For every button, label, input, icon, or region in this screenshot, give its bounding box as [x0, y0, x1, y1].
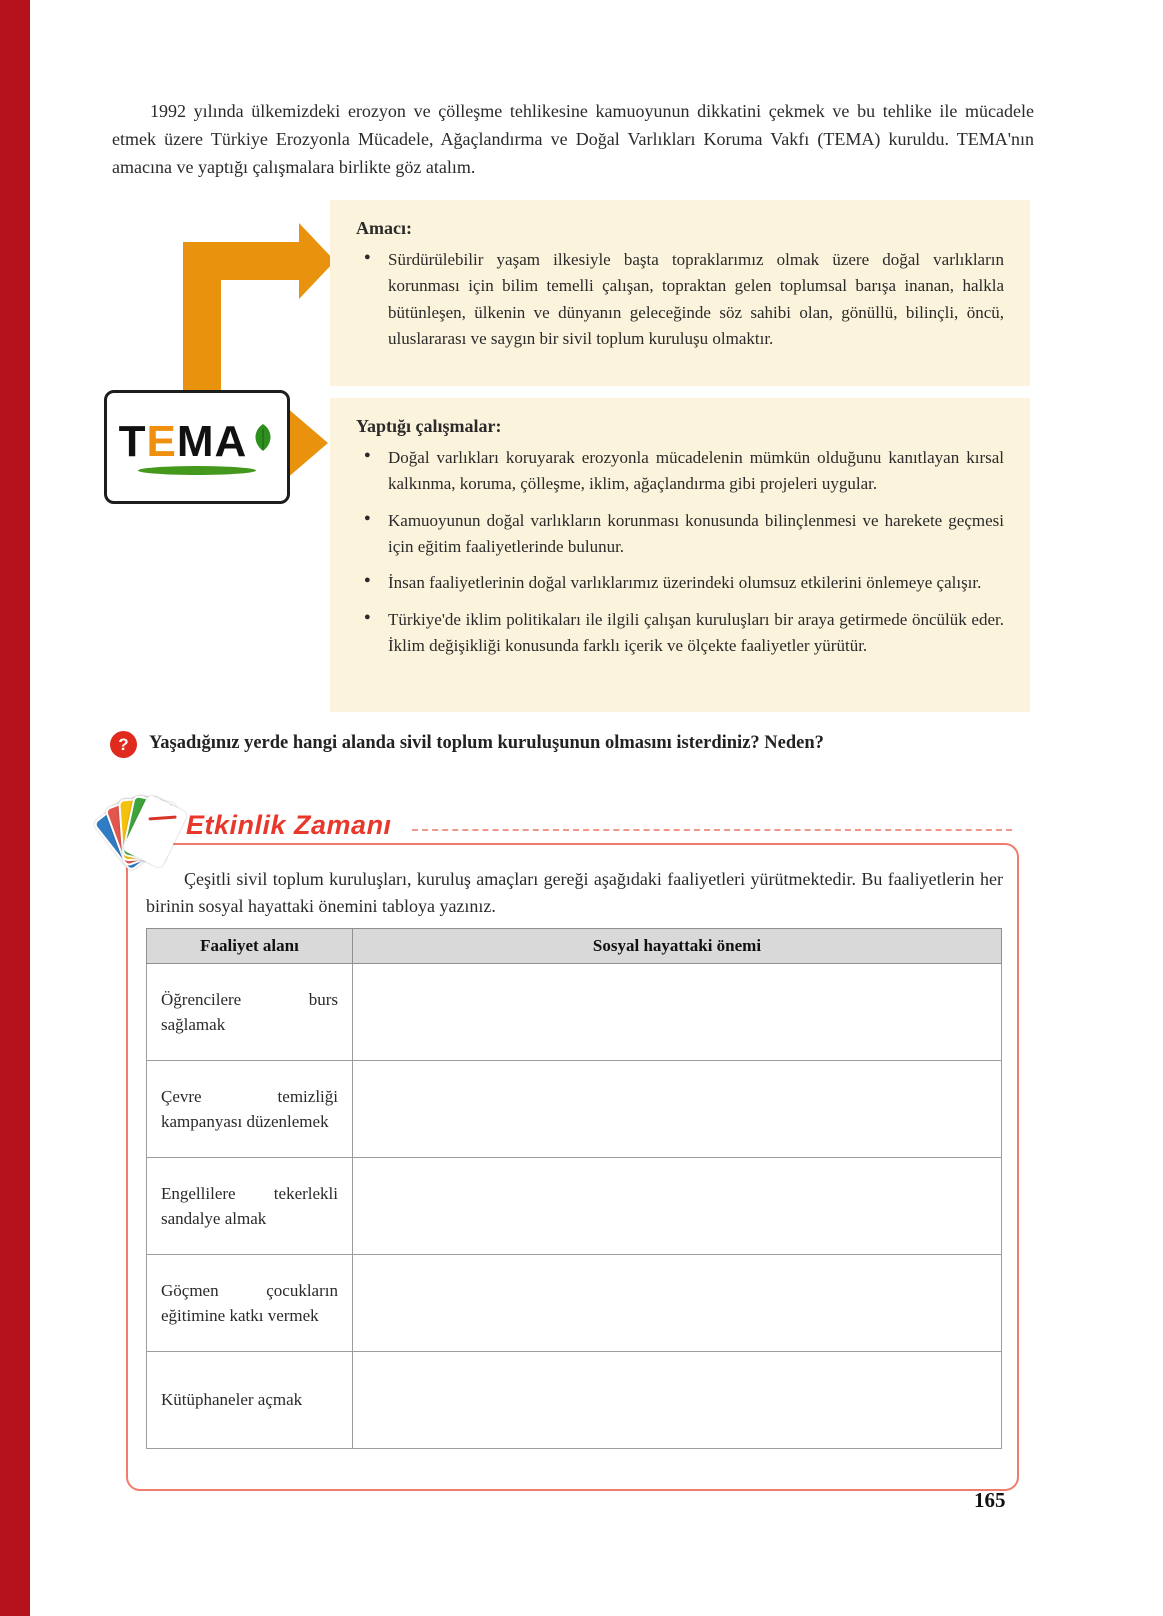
bullet-item: ● Türkiye'de iklim politikaları ile ilgili çalışan kuruluşları bir araya getirmede öncülük eder. İklim değişikliği konusunda farklı içerik ve ölçekte faaliyetler yürütür. — [362, 607, 1004, 660]
cell-activity: Çevre temizliği kampanyası düzenlemek — [147, 1061, 353, 1158]
connector-arrow-horizontal — [183, 242, 301, 280]
tema-swoosh-graphic — [138, 466, 256, 475]
tema-logo — [118, 416, 276, 466]
question-mark-icon: ? — [110, 731, 137, 758]
question-row — [110, 731, 1040, 758]
header-faaliyet-alani: Faaliyet alanı — [147, 929, 353, 964]
tema-letter-e: E — [146, 416, 177, 466]
activity-intro: Çeşitli sivil toplum kuruluşları, kuruluş amaçları gereği aşağıdaki faaliyetleri yürütmektedir. Bu faaliyetlerin her birinin sosyal hayattaki önemini tabloya yazınız. — [146, 869, 1003, 916]
page-edge-bar — [0, 0, 30, 1616]
question-text: Yaşadığınız yerde hangi alanda sivil toplum kuruluşunun olmasını isterdiniz? Neden? — [149, 733, 824, 753]
table-row — [147, 1158, 1002, 1255]
bullet-item: ● İnsan faaliyetlerinin doğal varlıklarımız üzerindeki olumsuz etkilerini önlemeye çalışır. — [362, 570, 1004, 596]
activity-table — [146, 928, 1002, 1449]
cell-importance-blank — [353, 1352, 1002, 1449]
calismalar-box — [330, 398, 1030, 712]
table-row — [147, 964, 1002, 1061]
bullet-item: ● Doğal varlıkları koruyarak erozyonla mücadelenin mümkün olduğunu kanıtlayan kırsal kalkınma, koruma, çölleşme, iklim, ağaçlandırma gibi projeleri uygular. — [362, 445, 1004, 498]
header-sosyal-onem: Sosyal hayattaki önemi — [353, 929, 1002, 964]
cell-activity: Engellilere tekerlekli sandalye almak — [147, 1158, 353, 1255]
calismalar-bullet-list — [362, 445, 1004, 659]
table-row — [147, 1255, 1002, 1352]
cell-activity: Göçmen çocukların eğitimine katkı vermek — [147, 1255, 353, 1352]
cell-activity: Öğrencilere burs sağlamak — [147, 964, 353, 1061]
bullet-item: ● Kamuoyunun doğal varlıkların korunması konusunda bilinçlenmesi ve harekete geçmesi için eğitim faaliyetlerinde bulunur. — [362, 508, 1004, 561]
tema-logo-card — [104, 390, 290, 504]
cell-importance-blank — [353, 1158, 1002, 1255]
activity-dashed-divider — [412, 829, 1012, 831]
amaci-title: Amacı: — [356, 218, 412, 238]
cell-importance-blank — [353, 1061, 1002, 1158]
leaf-icon — [251, 417, 275, 461]
cell-importance-blank — [353, 1255, 1002, 1352]
tema-letter-t: T — [118, 416, 147, 466]
cell-importance-blank — [353, 964, 1002, 1061]
arrow-head-calismalar-icon — [286, 407, 328, 479]
activity-cards-icon — [96, 782, 192, 878]
intro-paragraph: 1992 yılında ülkemizdeki erozyon ve çölleşme tehlikesine kamuoyunun dikkatini çekmek ve bu tehlike ile mücadele etmek üzere Türkiye Erozyonla Mücadele, Ağaçlandırma ve Doğal Varlıkları Koruma Vakfı (TEMA) kuruldu. TEMA'nın amacına ve yaptığı çalışmalara birlikte göz atalım. — [112, 101, 1034, 177]
amaci-box — [330, 200, 1030, 386]
pencil-scribble-icon — [148, 816, 176, 821]
cell-activity: Kütüphaneler açmak — [147, 1352, 353, 1449]
tema-letters-ma: MA — [176, 416, 248, 466]
bullet-item: ● Sürdürülebilir yaşam ilkesiyle başta topraklarımız olmak üzere doğal varlıkların korunması için bilim temelli çalışan, topraktan gelen toplumsal barışa inanan, halkla bütünleşen, ülkenin ve dünyanın geleceğinde söz sahibi olan, gönüllü, bilinçli, öncü, uluslararası ve saygın bir sivil toplum kuruluşu olmaktır. — [362, 247, 1004, 352]
activity-title: Etkinlik Zamanı — [186, 810, 392, 840]
amaci-bullet-list — [362, 247, 1004, 352]
page-number: 165 — [974, 1488, 1006, 1512]
table-row — [147, 1352, 1002, 1449]
table-header-row — [147, 929, 1002, 964]
calismalar-title: Yaptığı çalışmalar: — [356, 416, 502, 436]
table-row — [147, 1061, 1002, 1158]
